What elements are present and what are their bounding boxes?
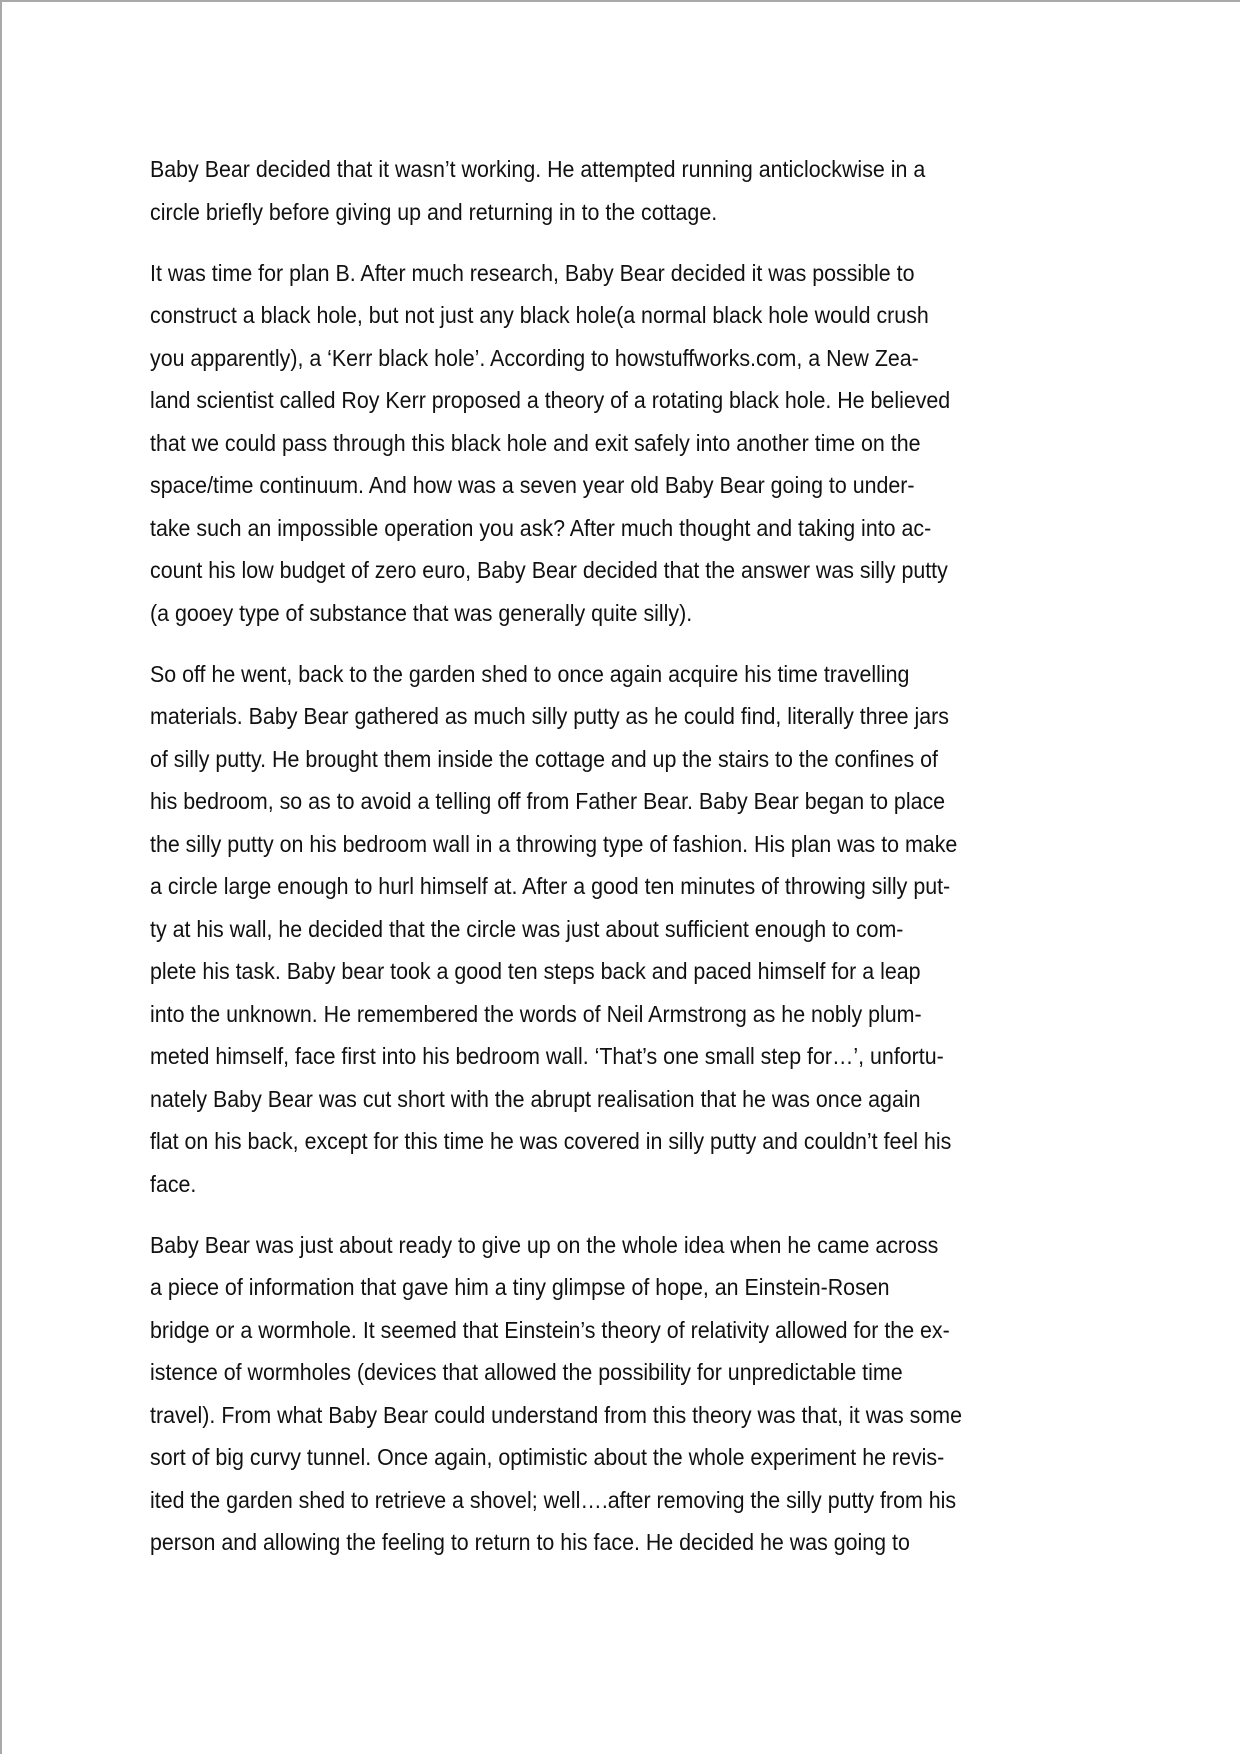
text-line: It was time for plan B. After much research, Baby Bear decided it was possible to	[150, 259, 915, 286]
text-line: nately Baby Bear was cut short with the abrupt realisation that he was once again	[150, 1085, 921, 1112]
text-line: of silly putty. He brought them inside the cottage and up the stairs to the confines of	[150, 745, 938, 772]
text-line: So off he went, back to the garden shed to once again acquire his time travelling	[150, 660, 910, 687]
text-line: sort of big curvy tunnel. Once again, optimistic about the whole experiment he revis-	[150, 1444, 945, 1470]
text-line: flat on his back, except for this time he was covered in silly putty and couldn’t feel his	[150, 1128, 952, 1154]
text-line: the silly putty on his bedroom wall in a throwing type of fashion. His plan was to make	[150, 830, 958, 857]
text-line: face.	[150, 1170, 197, 1197]
text-line: istence of wormholes (devices that allowed the possibility for unpredictable time	[150, 1359, 903, 1385]
text-line: meted himself, face first into his bedroom wall. ‘That’s one small step for…’, unfortu-	[150, 1043, 944, 1069]
text-line: circle briefly before giving up and returning in to the cottage.	[150, 198, 718, 225]
text-line: construct a black hole, but not just any black hole(a normal black hole would crush	[150, 302, 929, 328]
text-line: plete his task. Baby bear took a good ten steps back and paced himself for a leap	[150, 958, 921, 984]
text-line: a circle large enough to hurl himself at. After a good ten minutes of throwing silly put-	[150, 873, 951, 899]
text-line: his bedroom, so as to avoid a telling off from Father Bear. Baby Bear began to place	[150, 788, 946, 814]
text-line: into the unknown. He remembered the words of Neil Armstrong as he nobly plum-	[150, 1000, 922, 1027]
paragraph-1	[150, 148, 1096, 233]
text-line: Baby Bear was just about ready to give up on the whole idea when he came across	[150, 1231, 939, 1258]
text-line: take such an impossible operation you ask? After much thought and taking into ac-	[150, 514, 932, 541]
text-line: ty at his wall, he decided that the circle was just about sufficient enough to com-	[150, 915, 904, 942]
text-line: count his low budget of zero euro, Baby Bear decided that the answer was silly putty	[150, 557, 948, 583]
text-line: person and allowing the feeling to return to his face. He decided he was going to	[150, 1529, 910, 1555]
text-line: land scientist called Roy Kerr proposed a theory of a rotating black hole. He believed	[150, 387, 951, 413]
text-line: you apparently), a ‘Kerr black hole’. According to howstuffworks.com, a New Zea-	[150, 344, 919, 371]
paragraph-3	[150, 653, 1096, 1206]
body-text	[150, 148, 1096, 1582]
text-line: bridge or a wormhole. It seemed that Einstein’s theory of relativity allowed for the ex-	[150, 1316, 950, 1343]
text-line: materials. Baby Bear gathered as much silly putty as he could find, literally three jars	[150, 703, 949, 729]
paragraph-2	[150, 252, 1096, 635]
text-line: Baby Bear decided that it wasn’t working. He attempted running anticlockwise in a	[150, 156, 926, 182]
text-line: ited the garden shed to retrieve a shovel; well….after removing the silly putty from his	[150, 1486, 957, 1513]
text-line: (a gooey type of substance that was generally quite silly).	[150, 599, 693, 626]
text-line: that we could pass through this black hole and exit safely into another time on the	[150, 429, 921, 456]
text-line: space/time continuum. And how was a seven year old Baby Bear going to under-	[150, 472, 915, 498]
text-line: a piece of information that gave him a tiny glimpse of hope, an Einstein-Rosen	[150, 1274, 890, 1300]
paragraph-4	[150, 1224, 1096, 1564]
text-line: travel). From what Baby Bear could understand from this theory was that, it was some	[150, 1401, 962, 1428]
